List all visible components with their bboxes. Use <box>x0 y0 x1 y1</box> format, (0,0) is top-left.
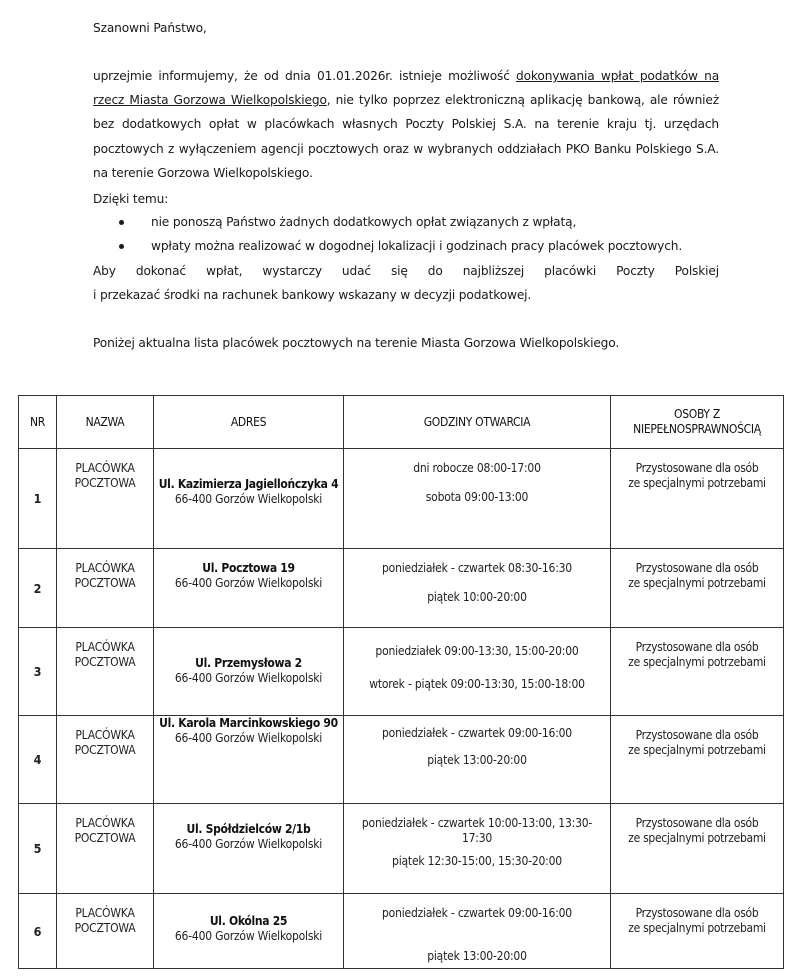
row-hours <box>344 804 611 894</box>
city: 66-400 Gorzów Wielkopolski <box>174 671 323 685</box>
list-intro: Poniżej aktualna lista placówek pocztowych na terenie Miasta Gorzowa Wielkopolskiego. <box>93 336 620 350</box>
intro-paragraph: uprzejmie informujemy, że od dnia 01.01.2026r. istnieje możliwość dokonywania wpłat podatków na rzecz Miasta Gorzowa Wielkopolskiego, nie tylko poprzez elektroniczną aplikację bankową, ale również bez dodatkowych opłat w placówkach własnych Poczty Polskiej S.A. na terenie kraju tj. urzędach pocztowych z wyłączeniem agencji pocztowych oraz w wybranych oddziałach PKO Banku Polskiego S.A. na terenie Gorzowa Wielkopolskiego. <box>93 69 720 180</box>
row-name: PLACÓWKA POCZTOWA <box>57 449 154 549</box>
greeting: Szanowni Państwo, <box>93 21 207 35</box>
hours-line-2: wtorek - piątek 09:00-13:30, 15:00-18:00 <box>369 677 585 691</box>
row-hours <box>344 894 611 969</box>
row-accessibility: Przystosowane dla osób ze specjalnymi potrzebami <box>611 716 784 804</box>
row-hours <box>344 628 611 716</box>
hours-line-2: piątek 10:00-20:00 <box>427 590 527 604</box>
bullet-icon <box>119 220 124 225</box>
table-row <box>19 716 784 804</box>
table-row <box>19 894 784 969</box>
table-row <box>19 804 784 894</box>
row-address <box>154 804 344 894</box>
table-header-row <box>19 396 784 449</box>
table-row <box>19 449 784 549</box>
city: 66-400 Gorzów Wielkopolski <box>174 492 323 506</box>
row-name: PLACÓWKA POCZTOWA <box>57 628 154 716</box>
row-accessibility: Przystosowane dla osób ze specjalnymi potrzebami <box>611 804 784 894</box>
hours-line-1: dni robocze 08:00-17:00 <box>413 461 541 475</box>
table-row <box>19 549 784 628</box>
street: Ul. Pocztowa 19 <box>202 561 295 575</box>
hours-line-2: piątek 13:00-20:00 <box>427 949 527 963</box>
city: 66-400 Gorzów Wielkopolski <box>174 576 323 590</box>
city: 66-400 Gorzów Wielkopolski <box>174 837 323 851</box>
city: 66-400 Gorzów Wielkopolski <box>174 929 323 943</box>
row-number: 2 <box>19 549 57 628</box>
row-number: 4 <box>19 716 57 804</box>
street: Ul. Karola Marcinkowskiego 90 <box>159 716 338 730</box>
row-address <box>154 628 344 716</box>
hours-line-1: poniedziałek - czwartek 08:30-16:30 <box>382 561 572 575</box>
list-item: nie ponoszą Państwo żadnych dodatkowych opłat związanych z wpłatą, <box>93 210 682 234</box>
street: Ul. Przemysłowa 2 <box>195 656 302 670</box>
header-accessibility: OSOBY Z NIEPEŁNOSPRAWNOŚCIĄ <box>611 396 784 449</box>
row-address <box>154 894 344 969</box>
payment-link[interactable]: dokonywania wpłat podatków na <box>516 69 720 83</box>
row-address <box>154 449 344 549</box>
row-number: 3 <box>19 628 57 716</box>
row-hours <box>344 716 611 804</box>
header-address: ADRES <box>154 396 344 449</box>
hours-line-1: poniedziałek - czwartek 09:00-16:00 <box>382 726 572 740</box>
row-hours <box>344 549 611 628</box>
header-nr: NR <box>19 396 57 449</box>
bullet-icon <box>119 244 124 249</box>
hours-line-2: piątek 12:30-15:00, 15:30-20:00 <box>392 854 562 868</box>
row-accessibility: Przystosowane dla osób ze specjalnymi potrzebami <box>611 549 784 628</box>
table-row <box>19 628 784 716</box>
list-item: wpłaty można realizować w dogodnej lokalizacji i godzinach pracy placówek pocztowych. <box>93 234 682 258</box>
header-name: NAZWA <box>57 396 154 449</box>
street: Ul. Kazimierza Jagiellończyka 4 <box>158 477 339 491</box>
row-name: PLACÓWKA POCZTOWA <box>57 716 154 804</box>
hours-line-1: poniedziałek 09:00-13:30, 15:00-20:00 <box>375 644 579 658</box>
city: 66-400 Gorzów Wielkopolski <box>174 731 323 745</box>
hours-line-2: piątek 13:00-20:00 <box>427 753 527 767</box>
hours-line-1: poniedziałek - czwartek 09:00-16:00 <box>382 906 572 920</box>
header-hours: GODZINY OTWARCIA <box>344 396 611 449</box>
payment-link-cont[interactable]: rzecz Miasta Gorzowa Wielkopolskiego <box>93 93 327 108</box>
row-name: PLACÓWKA POCZTOWA <box>57 549 154 628</box>
row-name: PLACÓWKA POCZTOWA <box>57 804 154 894</box>
row-number: 5 <box>19 804 57 894</box>
street: Ul. Spółdzielców 2/1b <box>186 822 311 836</box>
instructions-paragraph: Aby dokonać wpłat, wystarczy udać się do najbliższej placówki Poczty Polskiej i przekazać środki na rachunek bankowy wskazany w decyzji podatkowej. <box>93 264 719 303</box>
row-number: 1 <box>19 449 57 549</box>
row-hours <box>344 449 611 549</box>
row-accessibility: Przystosowane dla osób ze specjalnymi potrzebami <box>611 449 784 549</box>
row-number: 6 <box>19 894 57 969</box>
row-name: PLACÓWKA POCZTOWA <box>57 894 154 969</box>
street: Ul. Okólna 25 <box>209 914 288 928</box>
row-accessibility: Przystosowane dla osób ze specjalnymi potrzebami <box>611 894 784 969</box>
row-address <box>154 716 344 804</box>
row-accessibility: Przystosowane dla osób ze specjalnymi potrzebami <box>611 628 784 716</box>
hours-line-1: poniedziałek - czwartek 10:00-13:00, 13:30-17:30 <box>361 816 593 845</box>
post-offices-table <box>18 395 784 969</box>
hours-line-2: sobota 09:00-13:00 <box>425 490 529 504</box>
benefits-intro: Dzięki temu: <box>93 192 169 206</box>
benefits-list <box>93 210 682 258</box>
row-address <box>154 549 344 628</box>
